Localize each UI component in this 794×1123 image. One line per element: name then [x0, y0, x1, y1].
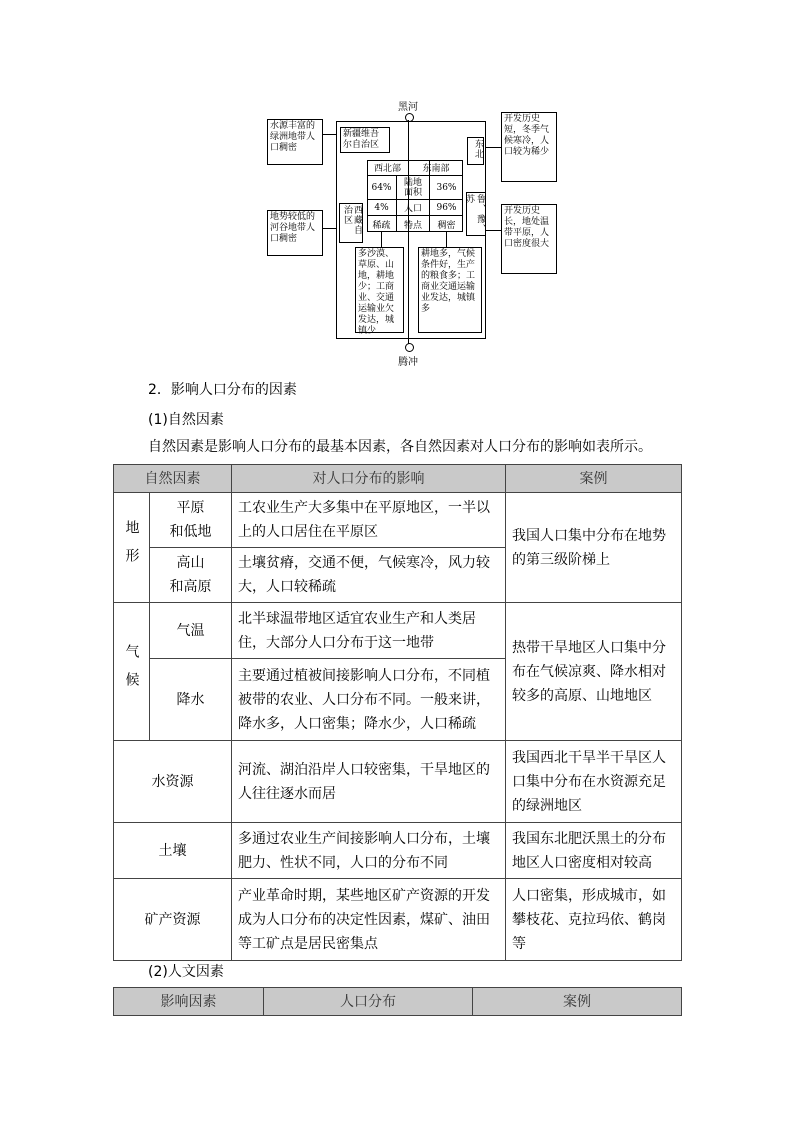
header-southeast: 东南部: [422, 164, 450, 174]
header-effect: 对人口分布的影响: [232, 465, 506, 493]
plain-effect: 工农业生产大多集中在平原地区，一半以上的人口居住在平原区: [232, 493, 506, 548]
plain-label: [150, 493, 232, 548]
connector: [323, 134, 337, 135]
human-factors-title: (2)人文因素: [148, 964, 224, 980]
soil-effect: 多通过农业生产间接影响人口分布，土壤肥力、性状不同，人口的分布不同: [232, 823, 506, 879]
right-note-northeast: 开发历史短，冬季气候寒冷，人口较为稀少: [501, 112, 557, 182]
highland-label: [150, 548, 232, 603]
terrain-text: 地形: [123, 519, 140, 576]
water-effect: 河流、湖泊沿岸人口较密集，干旱地区的人往往逐水而居: [232, 741, 506, 823]
natural-factors-intro: 自然因素是影响人口分布的最基本因素，各自然因素对人口分布的影响如表所示。: [148, 439, 652, 455]
highland-label-line2: 和高原: [169, 579, 212, 595]
connector: [485, 230, 501, 231]
left-note-oasis: 水源丰富的绿洲地带人口稠密: [267, 119, 323, 165]
plain-label-line1: 平原: [176, 500, 205, 516]
terrain-case: 我国人口集中分布在地势的第三级阶梯上: [506, 493, 682, 603]
pop-se: 96%: [436, 202, 457, 213]
luyusu-box: 鲁、豫、苏: [464, 194, 485, 234]
feature-label: 特点: [403, 220, 422, 231]
area-se: 36%: [436, 182, 457, 193]
feature-nw: 稀疏: [372, 220, 391, 231]
header-case: 案例: [473, 988, 682, 1016]
pop-nw: 4%: [374, 202, 389, 213]
climate-case: 热带干旱地区人口集中分布在气候凉爽、降水相对较多的高原、山地地区: [506, 603, 682, 741]
divide-line: [408, 120, 409, 350]
human-factors-table: [113, 987, 682, 1016]
connector: [323, 228, 337, 229]
water-case: 我国西北干旱半干旱区人口集中分布在水资源充足的绿洲地区: [506, 741, 682, 823]
pop-label: 人口: [403, 204, 422, 214]
top-city-label: 黑河: [398, 102, 418, 113]
water-label: 水资源: [114, 741, 232, 823]
header-population-distribution: 人口分布: [264, 988, 473, 1016]
header-factor: 自然因素: [114, 465, 232, 493]
mineral-case: 人口密集，形成城市，如攀枝花、克拉玛依、鹤岗等: [506, 879, 682, 961]
area-label: 陆地面积: [403, 177, 422, 198]
xinjiang-box: 新疆维吾尔自治区: [340, 127, 390, 153]
header-northwest: 西北部: [373, 164, 401, 174]
connector: [381, 232, 382, 248]
soil-case: 我国东北肥沃黑土的分布地区人口密度相对较高: [506, 823, 682, 879]
xizang-box: 西藏自治区: [339, 203, 363, 243]
precipitation-label: 降水: [150, 659, 232, 741]
header-case: 案例: [506, 465, 682, 493]
temperature-effect: 北半球温带地区适宜农业生产和人类居住，大部分人口分布于这一地带: [232, 603, 506, 659]
area-nw: 64%: [371, 182, 392, 193]
southeast-features: 耕地多，气候条件好，生产的粮食多；工商业交通运输业发达，城镇多: [418, 247, 482, 333]
highland-effect: 土壤贫瘠，交通不便，气候寒冷，风力较大，人口较稀疏: [232, 548, 506, 603]
temperature-label: 气温: [150, 603, 232, 659]
dongbei-box: 东北: [467, 137, 484, 165]
highland-label-line1: 高山: [176, 555, 205, 571]
bottom-city-label: 腾冲: [398, 357, 418, 368]
left-note-valley: 地势较低的河谷地带人口稠密: [267, 210, 323, 256]
section-heading: 2．影响人口分布的因素: [148, 382, 297, 398]
connector: [485, 147, 501, 148]
bottom-city-dot: [405, 343, 414, 352]
plain-label-line2: 和低地: [169, 524, 212, 540]
feature-se: 稠密: [437, 220, 456, 231]
mineral-label: 矿产资源: [114, 879, 232, 961]
header-influence-factor: 影响因素: [114, 988, 264, 1016]
natural-factors-title: (1)自然因素: [148, 412, 224, 428]
connector: [446, 232, 447, 248]
soil-label: 土壤: [114, 823, 232, 879]
precipitation-effect: 主要通过植被间接影响人口分布，不同植被带的农业、人口分布不同。一般来讲，降水多，人口密集；降水少，人口稀疏: [232, 659, 506, 741]
climate-text: 气候: [123, 643, 140, 700]
northwest-features: 多沙漠、草原、山地，耕地少；工商业、交通运输业欠发达，城镇少: [355, 247, 404, 333]
right-note-plain: 开发历史长，地处温带平原，人口密度很大: [501, 204, 557, 274]
terrain-label: [114, 493, 150, 603]
mineral-effect: 产业革命时期，某些地区矿产资源的开发成为人口分布的决定性因素，煤矿、油田等工矿点是居民密集点: [232, 879, 506, 961]
natural-factors-table: [113, 464, 682, 961]
climate-label: [114, 603, 150, 741]
